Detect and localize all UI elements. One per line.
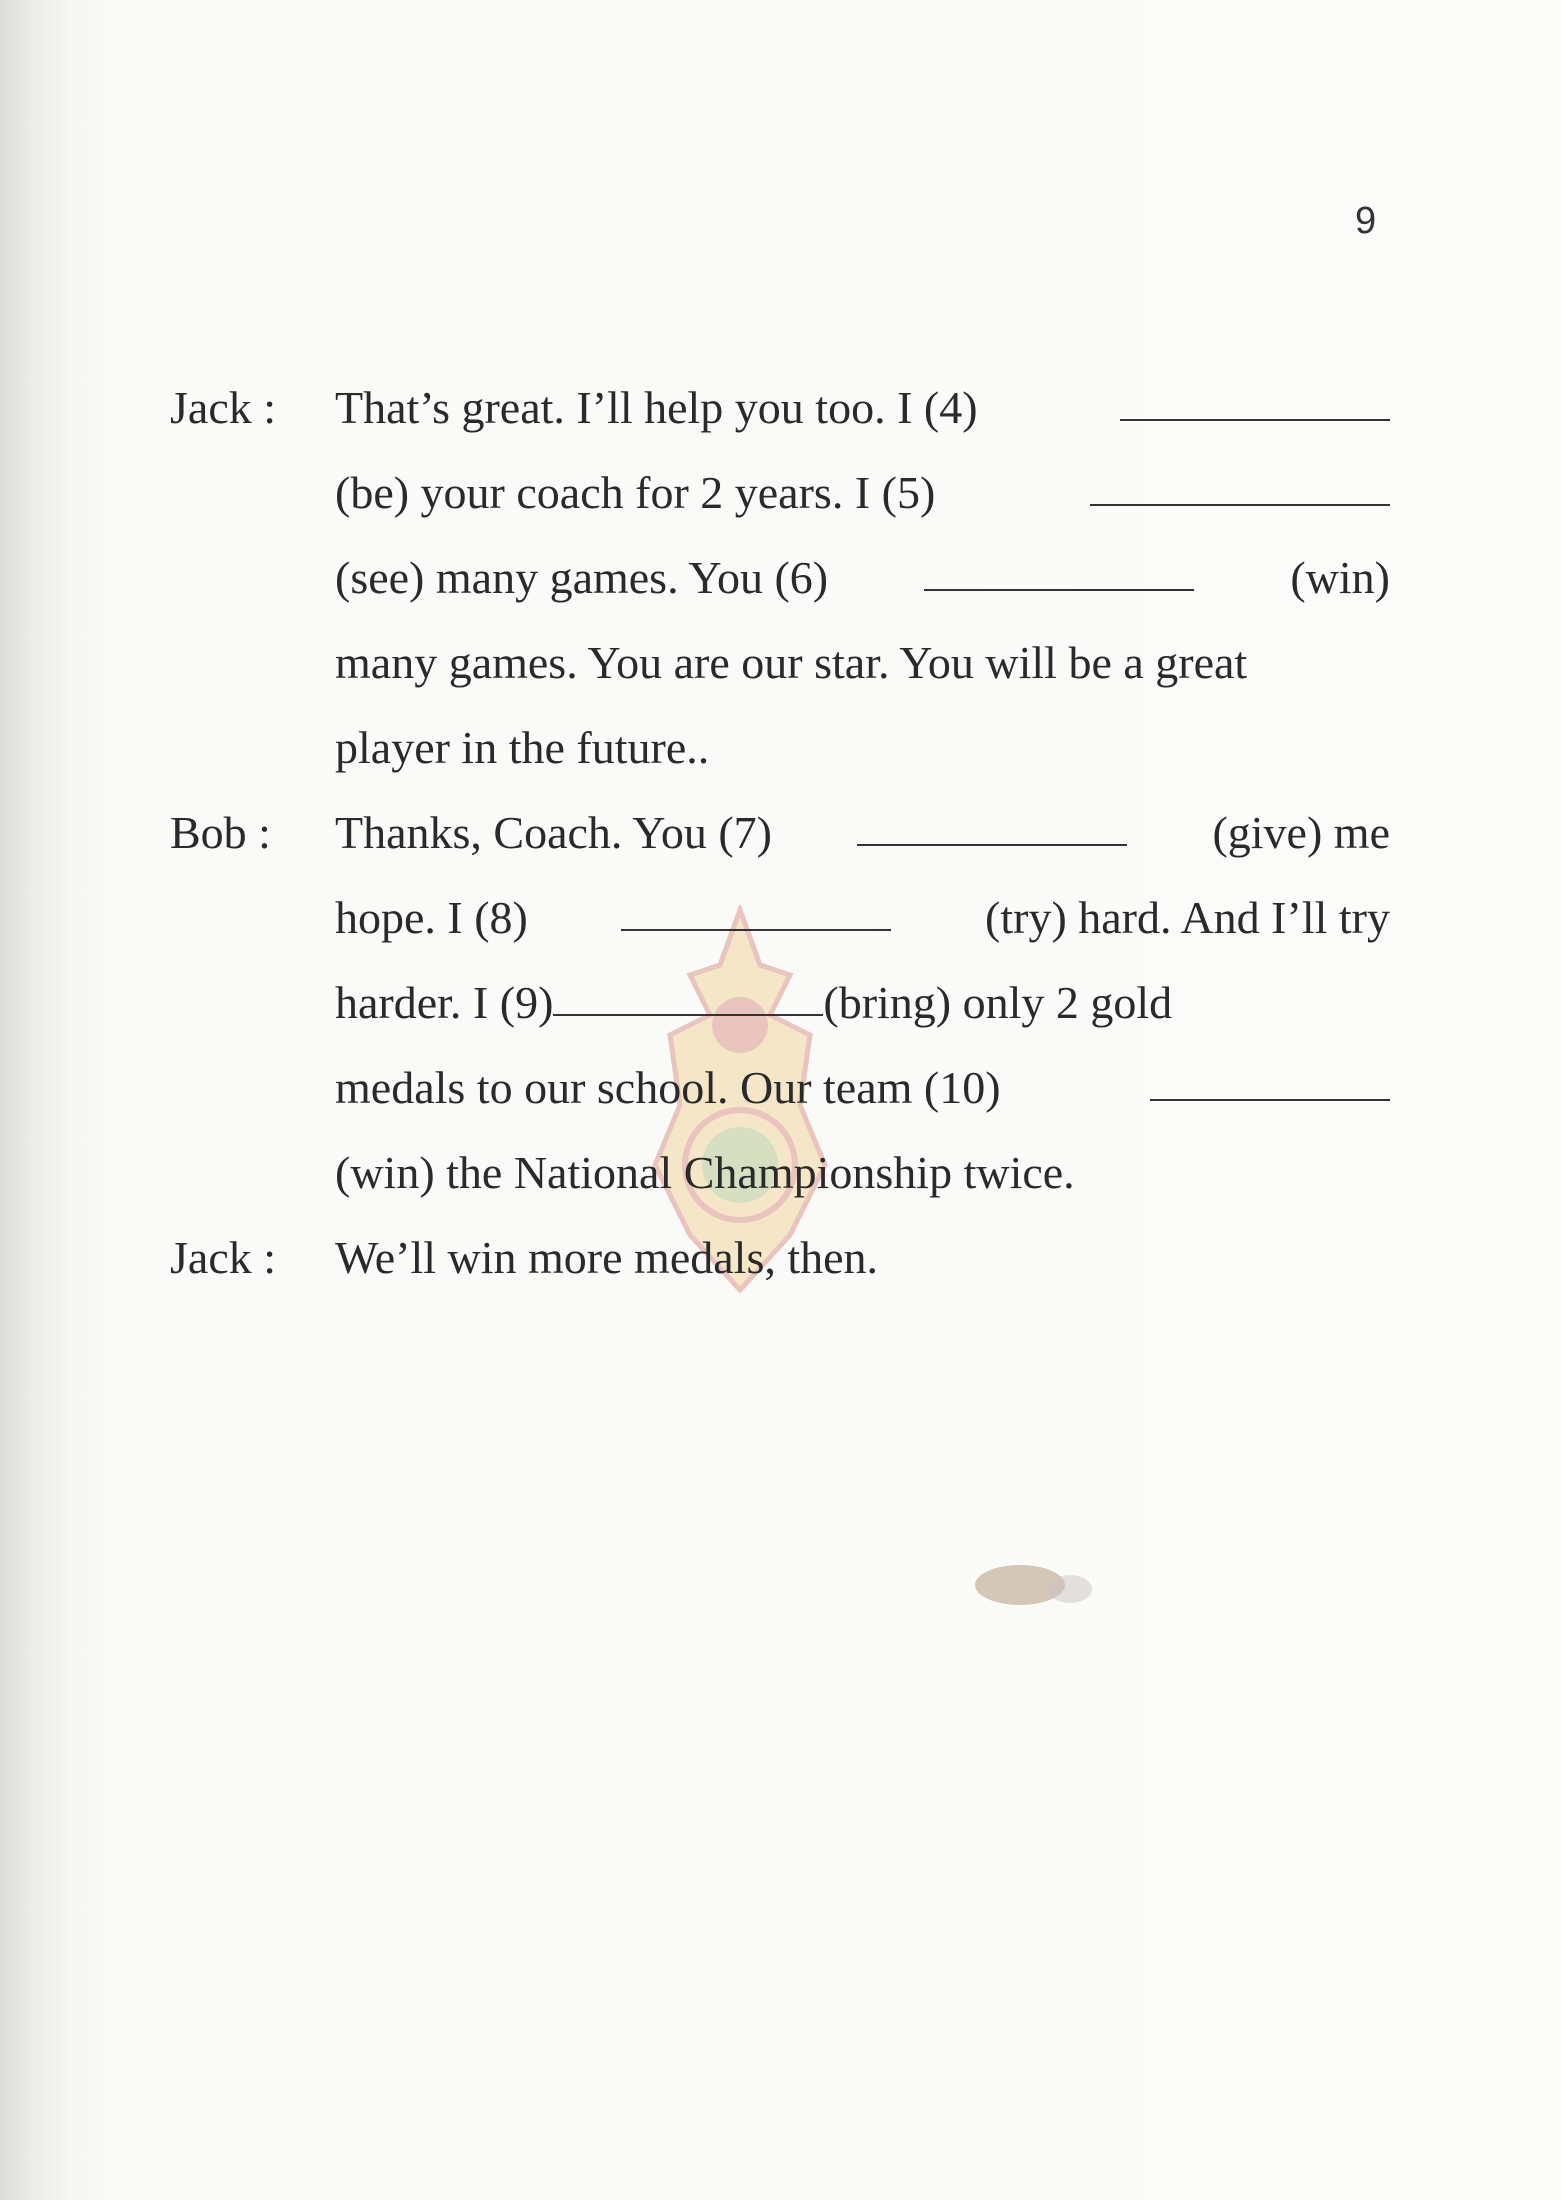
- dialogue: [170, 365, 1390, 1300]
- speaker-label: Jack :: [170, 382, 277, 433]
- speech-line: [335, 875, 1390, 960]
- answer-blank[interactable]: [857, 843, 1127, 846]
- speech-line: [335, 1215, 1390, 1300]
- speech-line: [335, 705, 1390, 790]
- speech-text: (win) the National Championship twice.: [335, 1147, 1075, 1198]
- speech-text: player in the future..: [335, 722, 710, 773]
- speech-line: [335, 535, 1390, 620]
- speech-text: many games. You are our star. You will be a great: [335, 637, 1248, 688]
- speech-text: We’ll win more medals, then.: [335, 1232, 879, 1283]
- answer-blank[interactable]: [553, 1013, 823, 1016]
- speech-text: (see) many games. You (6): [335, 552, 829, 603]
- speech-line: [335, 1045, 1390, 1130]
- answer-blank[interactable]: [621, 928, 891, 931]
- speech-line: [335, 960, 1390, 1045]
- answer-blank[interactable]: [924, 588, 1194, 591]
- dialogue-turn: [170, 1215, 1390, 1300]
- speech-text: medals to our school. Our team (10): [335, 1062, 1001, 1113]
- speech-text: (try) hard. And I’ll try: [985, 892, 1390, 943]
- answer-blank[interactable]: [1150, 1098, 1390, 1101]
- speech-text: (win): [1290, 552, 1390, 603]
- speech-text: harder. I (9): [335, 977, 554, 1028]
- speech-text: (bring) only 2 gold: [823, 977, 1173, 1028]
- speech-text: That’s great. I’ll help you too. I (4): [335, 382, 978, 433]
- speaker-label: Jack :: [170, 1232, 277, 1283]
- speaker-label: Bob :: [170, 807, 271, 858]
- stain-mark: [965, 1555, 1105, 1615]
- answer-blank[interactable]: [1120, 418, 1390, 421]
- page-number: 9: [1355, 200, 1377, 242]
- speech-line: [335, 450, 1390, 535]
- speech-line: [335, 790, 1390, 875]
- speech-text: Thanks, Coach. You (7): [335, 807, 772, 858]
- dialogue-turn: [170, 365, 1390, 790]
- speech-line: [335, 365, 1390, 450]
- speech-line: [335, 1130, 1390, 1215]
- dialogue-turn: [170, 790, 1390, 1215]
- speech-text: (give) me: [1212, 807, 1390, 858]
- speech-text: hope. I (8): [335, 892, 528, 943]
- answer-blank[interactable]: [1090, 503, 1390, 506]
- speech-line: [335, 620, 1390, 705]
- speech-text: (be) your coach for 2 years. I (5): [335, 467, 936, 518]
